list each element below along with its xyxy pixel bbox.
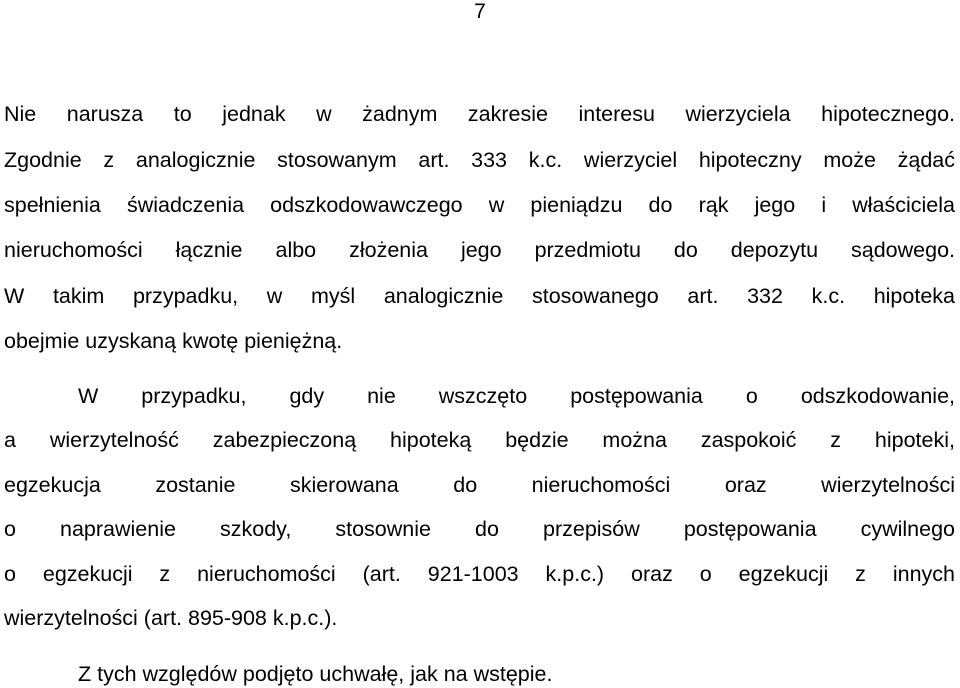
text-line: o naprawienie szkody, stosownie do przepisów postępowania cywilnego xyxy=(4,517,955,541)
text-line: spełnienia świadczenia odszkodowawczego w pieniądzu do rąk jego i właściciela xyxy=(4,193,955,217)
text-line: Zgodnie z analogicznie stosowanym art. 333 k.c. wierzyciel hipoteczny może żądać xyxy=(4,148,955,172)
text-line: Nie narusza to jednak w żadnym zakresie interesu wierzyciela hipotecznego. xyxy=(4,102,955,126)
text-line: a wierzytelność zabezpieczoną hipoteką będzie można zaspokoić z hipoteki, xyxy=(4,428,955,452)
text-line: nieruchomości łącznie albo złożenia jego przedmiotu do depozytu sądowego. xyxy=(4,238,955,262)
text-line: W takim przypadku, w myśl analogicznie stosowanego art. 332 k.c. hipoteka xyxy=(4,284,955,308)
text-line: wierzytelności (art. 895-908 k.p.c.). xyxy=(4,606,338,630)
text-line: W przypadku, gdy nie wszczęto postępowania o odszkodowanie, xyxy=(78,384,955,408)
page-number: 7 xyxy=(474,0,486,23)
text-line: Z tych względów podjęto uchwałę, jak na wstępie. xyxy=(78,662,553,686)
text-line: egzekucja zostanie skierowana do nieruchomości oraz wierzytelności xyxy=(4,473,955,497)
text-line: o egzekucji z nieruchomości (art. 921-1003 k.p.c.) oraz o egzekucji z innych xyxy=(4,562,955,586)
text-line: obejmie uzyskaną kwotę pieniężną. xyxy=(4,329,343,353)
